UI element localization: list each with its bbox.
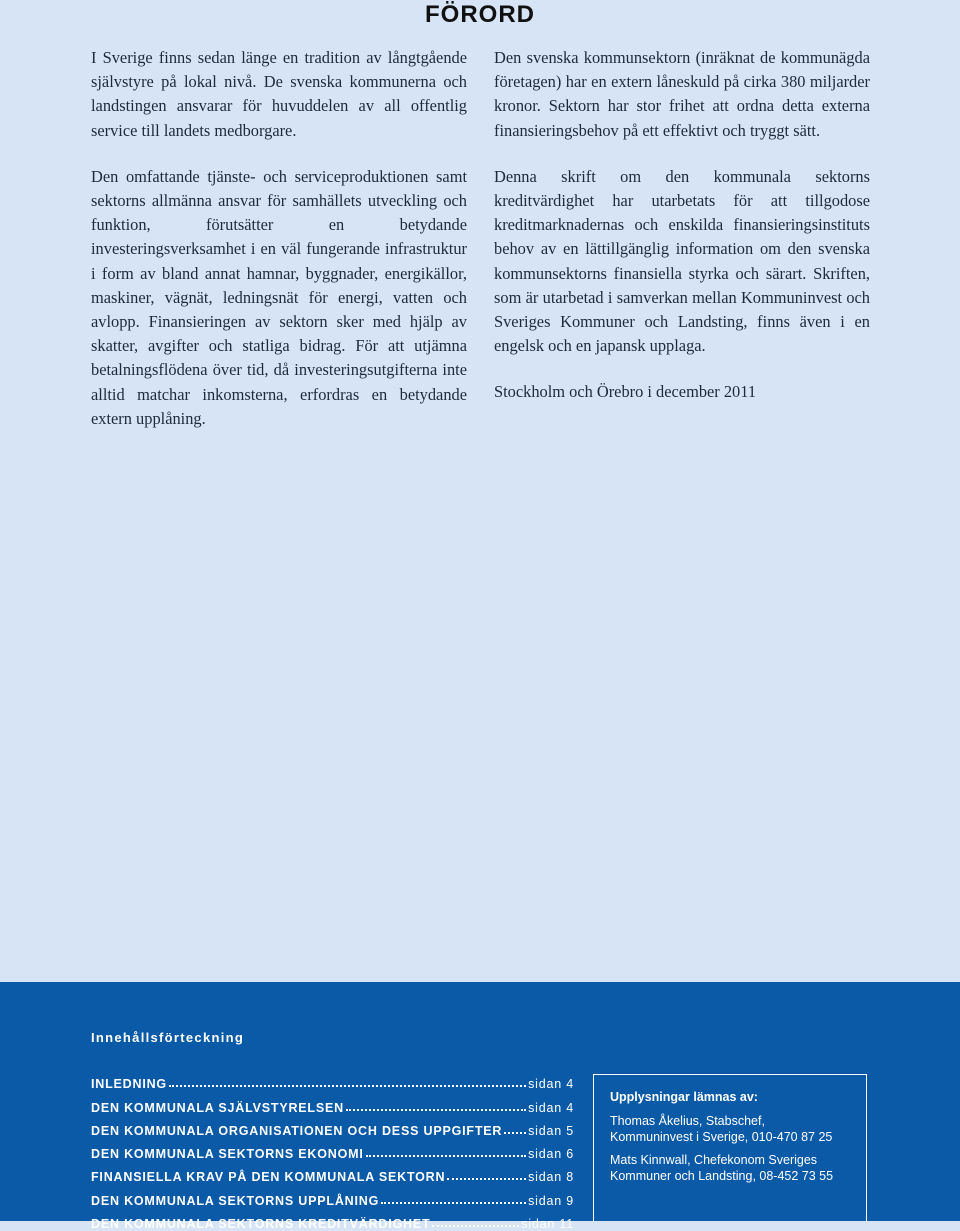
paragraph: I Sverige finns sedan länge en tradition av långtgående självstyre på lokal nivå. De svenska kommunerna och landstingen ansvarar för huvuddelen av all offentlig service till landets medborgare. <box>91 48 467 140</box>
toc-entry-page: sidan 4 <box>528 1077 574 1092</box>
toc-entry[interactable] <box>91 1208 574 1231</box>
toc-leader <box>366 1155 526 1157</box>
toc-entry-page: sidan 8 <box>528 1170 574 1185</box>
contact-entry <box>610 1113 850 1145</box>
right-column <box>494 46 870 427</box>
toc-leader <box>504 1132 526 1134</box>
toc-entry-page: sidan 9 <box>528 1193 574 1208</box>
toc-entry-page: sidan 6 <box>528 1147 574 1162</box>
toc-entry-page: sidan 4 <box>528 1100 574 1115</box>
toc-entry-page: sidan 11 <box>521 1217 574 1231</box>
toc-leader <box>169 1085 526 1087</box>
toc-entry-label: DEN KOMMUNALA SEKTORNS EKONOMI <box>91 1147 364 1162</box>
toc-entry[interactable] <box>91 1115 574 1138</box>
contact-line: Mats Kinnwall, Chefekonom Sveriges <box>610 1153 818 1167</box>
toc-entry-label: DEN KOMMUNALA SEKTORNS UPPLÅNING <box>91 1193 380 1208</box>
toc-entry[interactable] <box>91 1091 574 1114</box>
toc-leader <box>381 1202 526 1204</box>
toc-entry[interactable] <box>91 1068 574 1091</box>
signature-line: Stockholm och Örebro i december 2011 <box>494 382 757 402</box>
toc-title: Innehållsförteckning <box>91 1030 245 1045</box>
toc-leader <box>447 1178 526 1180</box>
contact-line: Kommuner och Landsting, 08-452 73 55 <box>610 1169 834 1183</box>
toc-entry-label: DEN KOMMUNALA SJÄLVSTYRELSEN <box>91 1100 344 1115</box>
toc-entry[interactable] <box>91 1138 574 1161</box>
toc-entry-label: INLEDNING <box>91 1077 167 1092</box>
contact-line: Kommuninvest i Sverige, 010-470 87 25 <box>610 1130 833 1144</box>
contact-entry <box>610 1152 850 1184</box>
contact-heading: Upplysningar lämnas av: <box>610 1090 758 1104</box>
paragraph: Denna skrift om den kommunala sektorns kreditvärdighet har utarbetats för att tillgodose kreditmarknadernas och enskilda finansieringsinstituts behov av en lättillgänglig information om den svenska kommunsektorns finansiella styrka och särart. Skriften, som är utarbetad i samverkan mellan Kommuninvest och Sveriges Kommuner och Landsting, finns även i en engelsk och en japansk upplaga. <box>494 166 870 356</box>
toc-entry-label: DEN KOMMUNALA ORGANISATIONEN OCH DESS UPPGIFTER <box>91 1123 503 1138</box>
page-title: FÖRORD <box>425 1 535 28</box>
table-of-contents <box>91 1068 574 1231</box>
toc-entry[interactable] <box>91 1184 574 1207</box>
paragraph: Den svenska kommunsektorn (inräknat de kommunägda företagen) har en extern låneskuld på cirka 380 miljarder kronor. Sektorn har stor frihet att ordna detta externa finansieringsbehov på ett effektivt och tryggt sätt. <box>494 48 870 140</box>
toc-entry-label: DEN KOMMUNALA SEKTORNS KREDITVÄRDIGHET <box>91 1217 431 1231</box>
toc-entry[interactable] <box>91 1161 574 1184</box>
toc-entry-label: FINANSIELLA KRAV PÅ DEN KOMMUNALA SEKTORN <box>91 1170 446 1185</box>
toc-leader <box>432 1225 519 1227</box>
toc-entry-page: sidan 5 <box>528 1123 574 1138</box>
contact-info-box <box>593 1074 867 1221</box>
left-column <box>91 46 467 453</box>
toc-leader <box>346 1109 526 1111</box>
paragraph: Den omfattande tjänste- och serviceproduktionen samt sektorns allmänna ansvar för samhällets utveckling och funktion, förutsätter en betydande investeringsverksamhet i en väl fungerande infrastruktur i form av bland annat hamnar, byggnader, energikällor, maskiner, vägnät, ledningsnät för energi, vatten och avlopp. Finansieringen av sektorn sker med hjälp av skatter, avgifter och statliga bidrag. För att utjämna betalningsflödena över tid, då investeringsutgifterna inte alltid matchar inkomsterna, erfordras en betydande extern upplåning. <box>91 166 467 428</box>
contact-line: Thomas Åkelius, Stabschef, <box>610 1114 765 1128</box>
footer-panel <box>0 982 960 1231</box>
